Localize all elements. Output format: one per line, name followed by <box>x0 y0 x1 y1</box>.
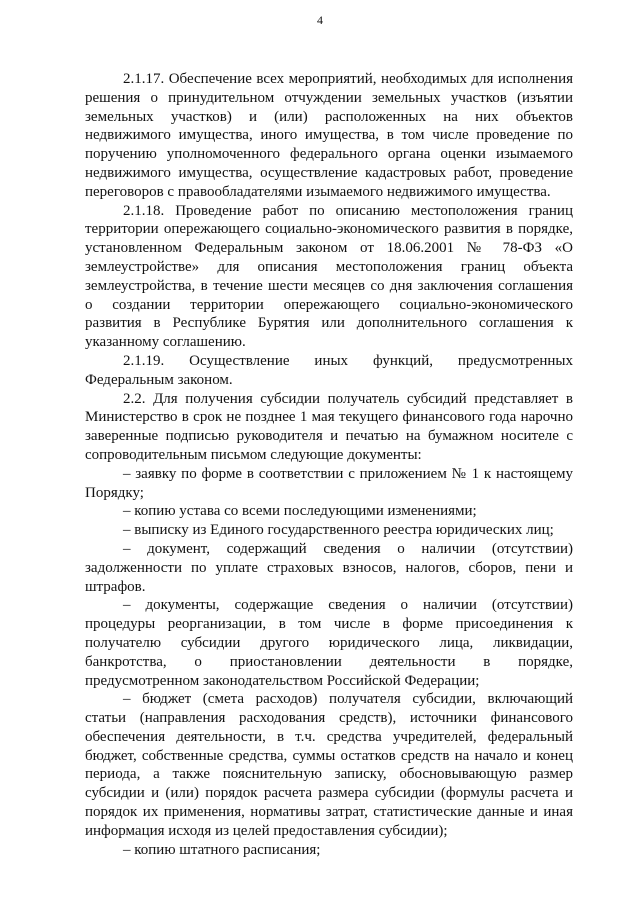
text-line: 2.1.17. Обеспечение всех мероприятий, необходимых для исполнения <box>123 71 573 87</box>
text-line: получателю субсидии другого юридического лица, ликвидации, <box>85 634 573 651</box>
text-line: обеспечения деятельности, в т.ч. средства учредителей, федеральный <box>85 728 573 745</box>
text-line: недвижимого имущества, осуществление кадастровых работ, проведение <box>85 164 573 181</box>
text-line: – копию штатного расписания; <box>123 841 321 858</box>
text-line: землеустройстве» для описания местоположения границ объекта <box>85 258 573 275</box>
text-line: Министерство в срок не позднее 1 мая текущего финансового года нарочно <box>85 409 573 426</box>
text-line: периода, а также пояснительную записку, обосновывающую размер <box>85 766 573 783</box>
page-number: 4 <box>317 13 323 27</box>
text-line: недвижимого имущества, иного имущества, в том числе проведение по <box>85 127 573 144</box>
text-line: – документы, содержащие сведения о наличии (отсутствии) <box>123 597 573 614</box>
text-line: переговоров с правообладателями изымаемого недвижимого имущества. <box>85 183 551 200</box>
text-line: 2.1.19. Осуществление иных функций, предусмотренных <box>123 352 573 369</box>
document-body <box>85 70 573 859</box>
text-line: указанному соглашению. <box>85 334 246 351</box>
text-line: задолженности по уплате страховых взносов, налогов, сборов, пени и <box>85 559 573 576</box>
text-line: сопроводительным письмом следующие документы: <box>85 446 422 463</box>
text-line: Порядку; <box>85 484 144 501</box>
text-line: субсидии и (или) порядок расчета размера субсидии (формулы расчета и <box>85 785 573 802</box>
text-line: 2.2. Для получения субсидии получатель субсидий представляет в <box>123 390 573 407</box>
text-line: штрафов. <box>85 578 146 595</box>
text-line: земельных участков) и (или) расположенных на них объектов <box>85 108 573 125</box>
text-line: – копию устава со всеми последующими изменениями; <box>123 503 477 520</box>
text-line: бюджет, собственные средства, суммы остатков средств на начало и конец <box>85 747 573 764</box>
text-line: процедуры реорганизации, в том числе в форме присоединения к <box>85 616 573 633</box>
text-line: установленном Федеральным законом от 18.06.2001 № 78-ФЗ «О <box>85 240 573 257</box>
text-line: информация исходя из целей предоставления субсидии); <box>85 822 448 839</box>
text-line: землеустройства, в течение шести месяцев со дня заключения соглашения <box>85 277 573 294</box>
text-line: развития в Республике Бурятия или дополнительного соглашения к <box>85 315 573 332</box>
text-line: о создании территории опережающего социально-экономического <box>85 296 573 313</box>
text-line: банкротства, о приостановлении деятельности в порядке, <box>85 653 573 670</box>
text-line: – выписку из Единого государственного реестра юридических лиц; <box>123 522 554 539</box>
text-line: – заявку по форме в соответствии с приложением № 1 к настоящему <box>123 465 573 482</box>
text-line: 2.1.18. Проведение работ по описанию местоположения границ <box>123 202 573 219</box>
text-line: – документ, содержащий сведения о наличии (отсутствии) <box>123 540 573 557</box>
text-line: решения о принудительном отчуждении земельных участков (изъятии <box>85 89 573 106</box>
text-line: территории опережающего социально-экономического развития в порядке, <box>85 221 573 238</box>
text-line: порядок их применения, нормативы затрат, статистические данные и иная <box>85 804 573 821</box>
text-line: заверенные подписью руководителя и печатью на бумажном носителе с <box>85 428 573 445</box>
text-line: Федеральным законом. <box>85 371 233 388</box>
text-line: статьи (направления расходования средств), источники финансового <box>85 710 573 727</box>
text-line: предусмотренном законодательством Российской Федерации; <box>85 672 480 689</box>
text-line: – бюджет (смета расходов) получателя субсидии, включающий <box>123 691 573 708</box>
text-line: поручению уполномоченного федерального органа оценки изымаемого <box>85 146 573 163</box>
